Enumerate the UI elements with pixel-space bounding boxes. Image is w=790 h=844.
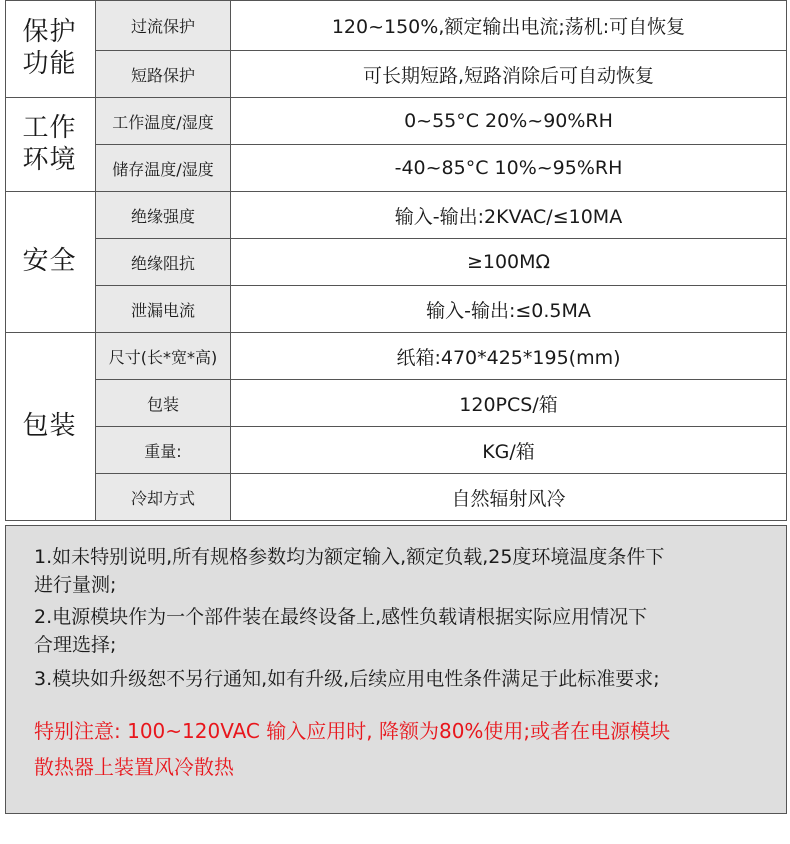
item-value: ≥100MΩ xyxy=(231,239,787,286)
item-value: 120~150%,额定输出电流;荡机:可自恢复 xyxy=(231,1,787,51)
item-value: 120PCS/箱 xyxy=(231,380,787,427)
item-value: -40~85°C 10%~95%RH xyxy=(231,145,787,192)
item-label: 重量: xyxy=(96,427,231,474)
item-label: 泄漏电流 xyxy=(96,286,231,333)
item-value: 0~55°C 20%~90%RH xyxy=(231,98,787,145)
category-protection: 保护功能 xyxy=(6,1,96,98)
item-value: KG/箱 xyxy=(231,427,787,474)
table-row xyxy=(6,239,787,286)
item-label: 储存温度/湿度 xyxy=(96,145,231,192)
item-label: 尺寸(长*宽*高) xyxy=(96,333,231,380)
item-label: 包装 xyxy=(96,380,231,427)
table-row xyxy=(6,98,787,145)
category-packaging: 包装 xyxy=(6,333,96,521)
table-row xyxy=(6,1,787,51)
item-label: 短路保护 xyxy=(96,51,231,98)
note-line: 进行量测; xyxy=(34,574,117,596)
spec-table xyxy=(5,0,787,521)
table-row xyxy=(6,333,787,380)
notes-panel xyxy=(5,525,787,814)
table-row xyxy=(6,145,787,192)
warning-line: 散热器上装置风冷散热 xyxy=(34,755,234,779)
table-row xyxy=(6,286,787,333)
item-label: 绝缘强度 xyxy=(96,192,231,239)
item-value: 可长期短路,短路消除后可自动恢复 xyxy=(231,51,787,98)
table-row xyxy=(6,51,787,98)
note-line: 2.电源模块作为一个部件装在最终设备上,感性负载请根据实际应用情况下 xyxy=(34,606,648,628)
category-safety: 安全 xyxy=(6,192,96,333)
item-value: 输入-输出:≤0.5MA xyxy=(231,286,787,333)
note-line: 合理选择; xyxy=(34,634,117,656)
note-line: 3.模块如升级恕不另行通知,如有升级,后续应用电性条件满足于此标准要求; xyxy=(34,668,660,690)
table-row xyxy=(6,192,787,239)
item-value: 输入-输出:2KVAC/≤10MA xyxy=(231,192,787,239)
item-value: 纸箱:470*425*195(mm) xyxy=(231,333,787,380)
table-row xyxy=(6,474,787,521)
item-value: 自然辐射风冷 xyxy=(231,474,787,521)
warning-line: 特别注意: 100~120VAC 输入应用时, 降额为80%使用;或者在电源模块 xyxy=(34,719,671,743)
item-label: 绝缘阻抗 xyxy=(96,239,231,286)
table-row xyxy=(6,380,787,427)
note-line: 1.如未特别说明,所有规格参数均为额定输入,额定负载,25度环境温度条件下 xyxy=(34,546,665,568)
table-row xyxy=(6,427,787,474)
item-label: 过流保护 xyxy=(96,1,231,51)
item-label: 冷却方式 xyxy=(96,474,231,521)
item-label: 工作温度/湿度 xyxy=(96,98,231,145)
category-environment: 工作环境 xyxy=(6,98,96,192)
